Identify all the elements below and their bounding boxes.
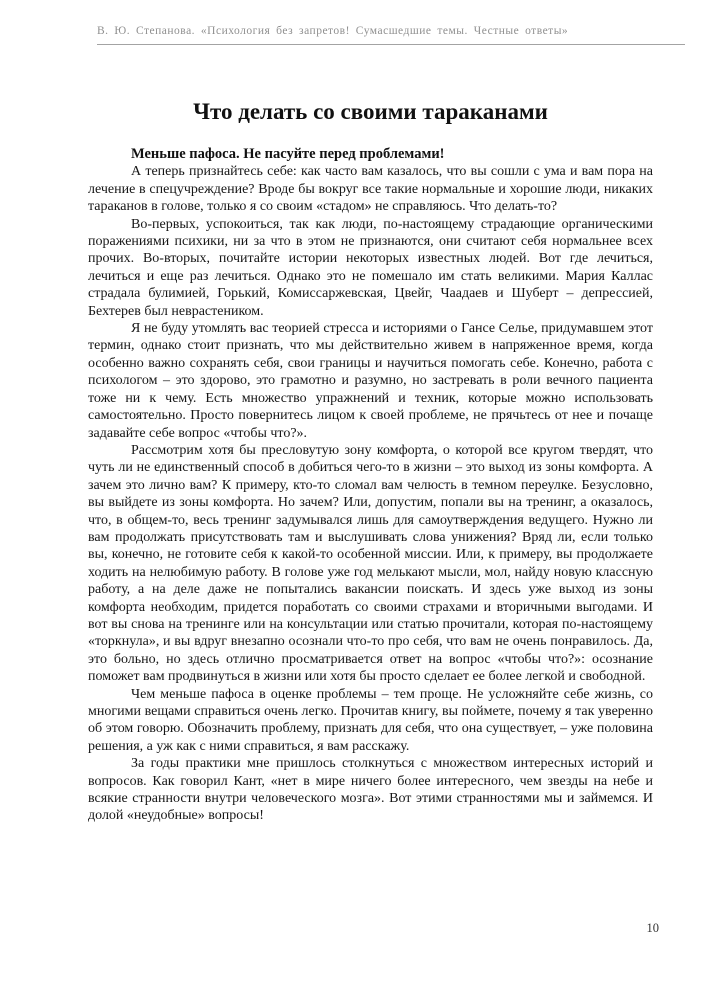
body-paragraph: Чем меньше пафоса в оценке проблемы – тем проще. Не усложняйте себе жизнь, со многими вещами справиться очень легко. Прочитав книгу, вы поймете, почему я так уверенно об этом говорю. Обозначить проблему, признать для себя, что она существует, – уже половина решения, а уж как с ними справиться, я вам расскажу. bbox=[88, 686, 653, 754]
body-paragraph: А теперь признайтесь себе: как часто вам казалось, что вы сошли с ума и вам пора на лечение в спецучреждение? Вроде бы вокруг все такие нормальные и хорошие люди, никаких тараканов в голове, только я со своим «стадом» не справляюсь. Что делать-то? bbox=[88, 164, 653, 215]
body-paragraph: За годы практики мне пришлось столкнуться с множеством интересных историй и вопросов. Как говорил Кант, «нет в мире ничего более интересного, чем звезды на небе и всякие странности внутри человеческого мозга». Вот этими странностями мы и займемся. И долой «неудобные» вопросы! bbox=[88, 756, 653, 824]
page-content bbox=[88, 98, 653, 825]
body-paragraph: Я не буду утомлять вас теорией стресса и историями о Гансе Селье, придумавшем этот термин, однако стоит признать, что мы действительно живем в напряженное время, когда особенно важно сохранять себя, свои границы и научиться помогать себе. Конечно, работа с психологом – это здорово, это грамотно и разумно, но застревать в роли вечного пациента тоже ни к чему. Есть множество упражнений и техник, которые можно использовать самостоятельно. Просто повернитесь лицом к своей проблеме, не прячьтесь от нее и почаще задавайте себе вопрос «чтобы что?». bbox=[88, 321, 653, 441]
section-subheading: Меньше пафоса. Не пасуйте перед проблемами! bbox=[131, 146, 445, 162]
page-number: 10 bbox=[646, 921, 659, 935]
running-header: В. Ю. Степанова. «Психология без запретов! Сумасшедшие темы. Честные ответы» bbox=[97, 25, 569, 37]
chapter-title: Что делать со своими тараканами bbox=[193, 99, 548, 124]
body-paragraph: Рассмотрим хотя бы пресловутую зону комфорта, о которой все кругом твердят, что чуть ли не единственный способ в добиться чего-то в жизни – это выход из зоны комфорта. А зачем это лично вам? К примеру, кто-то сломал вам челюсть в темном переулке. Безусловно, вы выйдете из зоны комфорта. Но зачем? Или, допустим, попали вы на тренинг, а оказалось, что, в общем-то, весь тренинг задумывался лишь для самоутверждения ведущего. Нужно ли вам продолжать присутствовать там и выслушивать слова унижения? Вряд ли, если только вы, конечно, не готовите себя к какой-то особенной миссии. Или, к примеру, вы продолжаете ходить на нелюбимую работу. В голове уже год мелькают мысли, мол, найду новую классную работу, а на деле даже не попытались вакансии поискать. И здесь уже выход из зоны комфорта необходим, придется поработать со своими страхами и вторичными выгодами. И вот вы снова на тренинге или на консультации или статью прочитали, которая по-настоящему «торкнула», и вы вдруг внезапно осознали что-то про себя, что вам не очень понравилось. Да, это больно, но здесь отлично просматривается ответ на вопрос «чтобы что?»: осознание поможет вам продвинуться в жизни или хотя бы просто сделает ее более легкой и свободной. bbox=[88, 442, 653, 685]
body-paragraph: Во-первых, успокоиться, так как люди, по-настоящему страдающие органическими поражениями психики, ни за что в этом не признаются, они считают себя нормальнее всех прочих. Во-вторых, почитайте истории некоторых известных людей. Вот где лечиться, лечиться и еще раз лечиться. Однако это не помешало им стать великими. Мария Каллас страдала булимией, Горький, Комиссаржевская, Цвейг, Чаадаев и Шуберт – депрессией, Бехтерев был неврастеником. bbox=[88, 216, 653, 319]
header-divider bbox=[97, 44, 685, 45]
